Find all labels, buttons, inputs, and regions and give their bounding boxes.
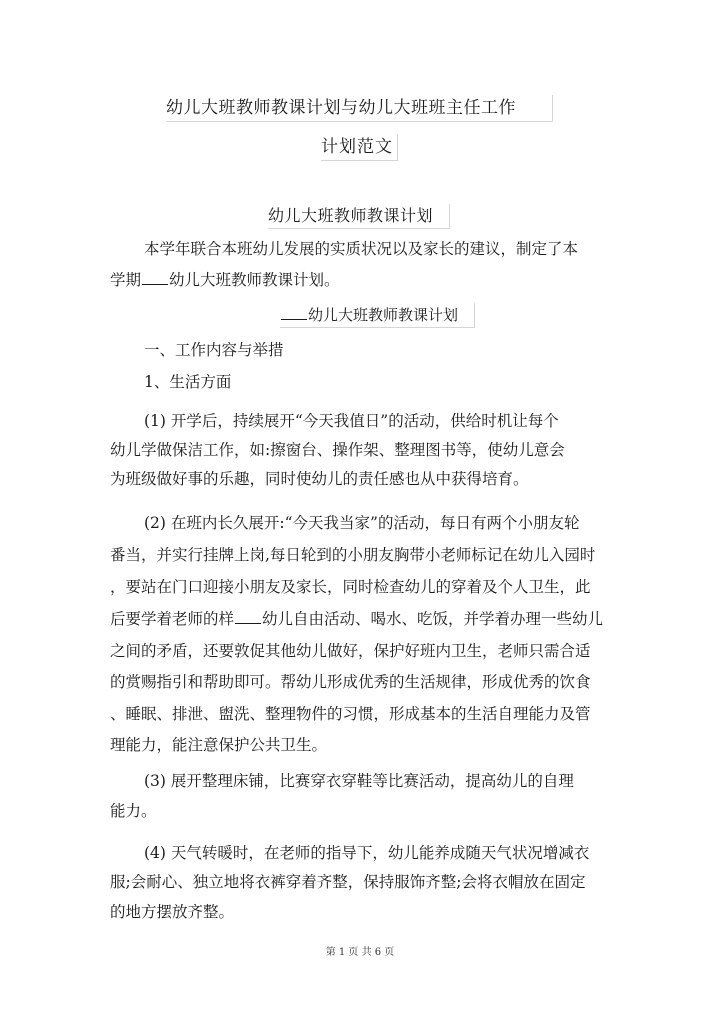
para4-line1: (4) 天气转暖时，在老师的指导下，幼儿能养成随天气状况增减衣 — [144, 844, 590, 862]
subtitle-text: 幼儿大班教师教课计划 — [308, 306, 459, 324]
para3-line2: 能力。 — [110, 802, 157, 820]
intro-line2-before: 学期 — [110, 271, 142, 289]
para1-line1: (1) 开学后，持续展开“今天我值日”的活动，供给时机让每个 — [144, 412, 559, 430]
heading-life-aspect: 1、生活方面 — [144, 373, 232, 391]
para2-line4-after: 幼儿自由活动、喝水、吃饭，并学着办理一些幼儿 — [262, 610, 604, 628]
section-title: 幼儿大班教师教课计划 — [268, 204, 450, 229]
blank-underline — [235, 609, 261, 624]
blank-underline — [281, 305, 307, 320]
document-title-line1: 幼儿大班教师教课计划与幼儿大班班主任工作 — [166, 95, 553, 122]
para3-line1: (3) 展开整理床铺，比赛穿衣穿鞋等比赛活动，提高幼儿的自理 — [144, 772, 574, 790]
para2-line6: 的赏赐指引和帮助即可。帮幼儿形成优秀的生活规律，形成优秀的饮食 — [110, 673, 591, 691]
para2-line3: ，要站在门口迎接小朋友及家长，同时检查幼儿的穿着及个人卫生，此 — [110, 578, 591, 596]
para2-line1: (2) 在班内长久展开:“今天我当家”的活动，每日有两个小朋友轮 — [144, 514, 580, 532]
intro-line2 — [110, 269, 340, 291]
page-footer: 第 1 页 共 6 页 — [325, 947, 395, 958]
subtitle — [280, 303, 475, 328]
para2-line5: 之间的矛盾，还要敦促其他幼儿做好，保护好班内卫生，老师只需合适 — [110, 642, 591, 660]
para4-line3: 的地方摆放齐整。 — [110, 903, 235, 921]
para2-line7: 、睡眠、排泄、盥洗、整理物件的习惯，形成基本的生活自理能力及管 — [110, 705, 591, 723]
para2-line4 — [110, 608, 603, 630]
para2-line4-before: 后要学着老师的样 — [110, 610, 235, 628]
para1-line2: 幼儿学做保洁工作，如:擦窗台、操作架、整理图书等，使幼儿意会 — [110, 441, 565, 459]
intro-line2-after: 幼儿大班教师教课计划。 — [169, 271, 340, 289]
document-title-line2: 计划范文 — [321, 134, 398, 161]
para4-line2: 服;会耐心、独立地将衣裤穿着齐整，保持服饰齐整;会将衣帽放在固定 — [110, 873, 586, 891]
para2-line8: 理能力，能注意保护公共卫生。 — [110, 736, 328, 754]
blank-underline — [142, 270, 168, 285]
para1-line3: 为班级做好事的乐趣，同时使幼儿的责任感也从中获得培育。 — [110, 470, 529, 488]
heading-work-content: 一、工作内容与举措 — [144, 341, 284, 359]
intro-line1: 本学年联合本班幼儿发展的实质状况以及家长的建议，制定了本 — [144, 240, 579, 258]
para2-line2: 番当，并实行挂牌上岗,每日轮到的小朋友胸带小老师标记在幼儿入园时 — [110, 546, 596, 564]
